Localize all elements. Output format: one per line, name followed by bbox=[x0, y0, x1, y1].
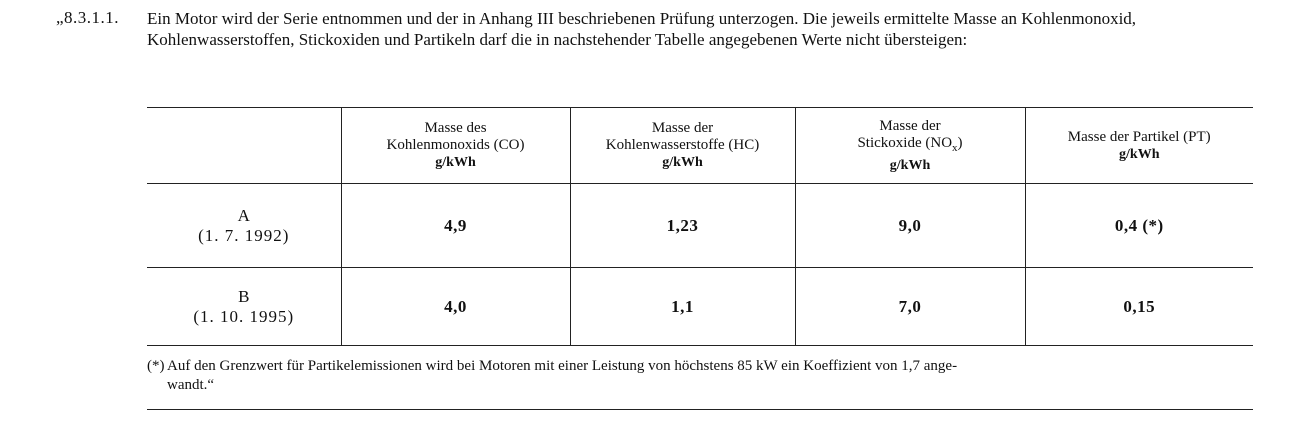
header-pt-unit: g/kWh bbox=[1119, 146, 1160, 162]
stage-label: B bbox=[238, 286, 250, 306]
stage-date: (1. 10. 1995) bbox=[193, 306, 295, 326]
pt-value: 0,4 (*) bbox=[1025, 184, 1253, 268]
table-row bbox=[147, 268, 1253, 346]
stage-date: (1. 7. 1992) bbox=[198, 225, 290, 245]
co-value: 4,9 bbox=[341, 184, 570, 268]
clause-text: Ein Motor wird der Serie entnommen und der in Anhang III beschriebenen Prüfung unterzogen. Die jeweils ermittelte Masse an Kohlenmonoxid, Kohlenwasserstoffen, Stickoxiden und Partikeln darf die in nachstehender Tabelle angegebenen Werte nicht übersteigen: bbox=[147, 9, 1137, 49]
pt-value: 0,15 bbox=[1025, 268, 1253, 346]
stage-label: A bbox=[237, 205, 250, 225]
hc-value: 1,1 bbox=[570, 268, 795, 346]
header-hc-line1: Masse der bbox=[651, 120, 714, 136]
header-nox-line2: Stickoxide $(NO_x)$ bbox=[857, 134, 963, 154]
header-co-unit: g/kWh bbox=[435, 155, 476, 170]
header-pt bbox=[1025, 108, 1253, 184]
nox-value: 7,0 bbox=[795, 268, 1025, 346]
header-hc bbox=[570, 108, 795, 184]
hc-value: 1,23 bbox=[570, 184, 795, 268]
emission-limits-table bbox=[147, 107, 1253, 346]
header-pt-line1: Masse der Partikel (PT) bbox=[1067, 128, 1211, 145]
header-nox-unit: g/kWh bbox=[889, 157, 931, 173]
table-footnote bbox=[147, 357, 1253, 395]
header-stage bbox=[147, 108, 341, 184]
header-nox bbox=[795, 108, 1025, 184]
clause-number: „8.3.1.1. bbox=[56, 8, 120, 27]
table-row bbox=[147, 184, 1253, 268]
nox-value: 9,0 bbox=[795, 184, 1025, 268]
header-hc-unit: g/kWh bbox=[662, 155, 703, 170]
footnote-continuation: wandt.“ bbox=[167, 377, 215, 393]
stage-cell bbox=[147, 268, 341, 346]
bottom-rule bbox=[147, 409, 1253, 410]
stage-cell bbox=[147, 184, 341, 268]
header-co-line2: Kohlenmonoxids (CO) bbox=[386, 137, 525, 153]
header-nox-line1: Masse der bbox=[879, 117, 941, 134]
header-hc-line2: Kohlenwasserstoffe (HC) bbox=[605, 137, 760, 153]
footnote-text: Auf den Grenzwert für Partikelemissionen wird bei Motoren mit einer Leistung von höchstens 85 kW ein Koeffizient von 1,7 ange- bbox=[167, 358, 958, 374]
header-co bbox=[341, 108, 570, 184]
header-co-line1: Masse des bbox=[424, 120, 487, 136]
co-value: 4,0 bbox=[341, 268, 570, 346]
footnote-mark: (*) bbox=[147, 358, 165, 374]
table-header-row bbox=[147, 108, 1253, 184]
